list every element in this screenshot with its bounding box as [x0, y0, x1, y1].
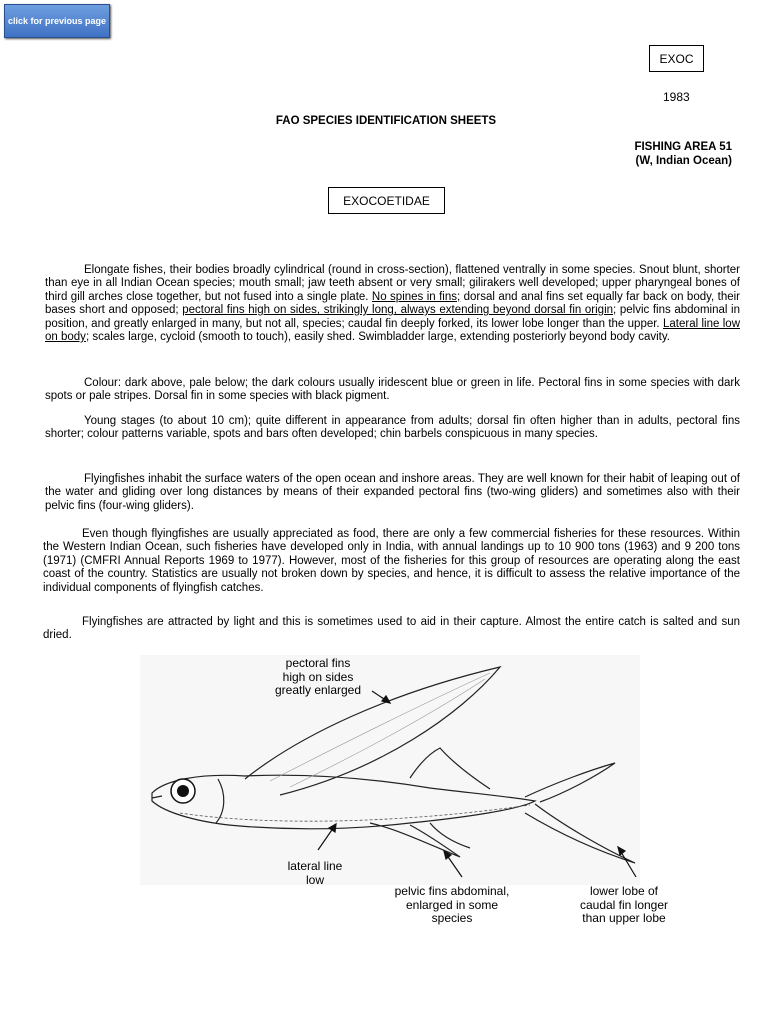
previous-page-button[interactable]: click for previous page: [4, 4, 110, 38]
fishing-area-line1: FISHING AREA 51: [634, 141, 732, 153]
fishing-area-line2: (W, Indian Ocean): [635, 155, 732, 167]
p1-text-e: ; pelvic fins abdominal in position, and greatly enlarged in many, but not all, species; caudal fin deeply forked, its lower lobe longer than the upper.: [45, 304, 740, 330]
label-pelvic-line1: pelvic fins abdominal,: [394, 884, 510, 898]
p5-text: Even though flyingfishes are usually appreciated as food, there are only a few commercial fisheries for these resources. Within the Western Indian Ocean, such fisheries have developed only in India, with annual landings up to 10 900 tons (1963) and 9 200 tons (1971) (CMFRI Annual Reports 1969 to 1977). However, most of the fisheries for this group of resources are operating along the east coast of the country. Statistics are usually not broken down by species, and hence, it is difficult to assess the relative importance of the individual components of flyingfish catches.: [43, 528, 740, 594]
label-caudal-line1: lower lobe of: [589, 884, 659, 898]
p4-text: Flyingfishes inhabit the surface waters of the open ocean and inshore areas. They are well known for their habit of leaping out of the water and gliding over long distances by means of their expanded pectoral fins (two-wing gliders) and sometimes also with their pelvic fins (four-wing gliders).: [45, 473, 740, 512]
fish-pupil: [177, 785, 189, 797]
p1-text-g: ; scales large, cycloid (smooth to touch), easily shed. Swimbladder large, extending posteriorly beyond body cavity.: [85, 331, 670, 344]
label-caudal-line3: than upper lobe: [582, 911, 666, 925]
label-lateral-line1: lateral line: [287, 859, 343, 873]
label-caudal-line2: caudal fin longer: [579, 897, 669, 912]
p1-underlined-f: Lateral line low on body: [45, 317, 740, 344]
family-code: EXOC: [659, 51, 694, 66]
paragraph-description: [45, 264, 740, 344]
p1-text-c: dorsal and anal fins set equally far back on body, their bases short and opposed;: [45, 290, 740, 317]
paragraph-capture: [43, 616, 740, 643]
fishing-area: [634, 140, 732, 168]
p1-underlined-b: No spines in fins;: [371, 290, 461, 303]
p3-text: Young stages (to about 10 cm); quite different in appearance from adults; dorsal fin often higher than in adults, pectoral fins shorter; colour patterns variable, spots and bars often developed; chin barbels conspicuous in many species.: [45, 415, 740, 441]
label-pectoral-line1: pectoral fins: [285, 656, 351, 670]
publication-year: 1983: [663, 90, 690, 104]
label-pectoral-line2: high on sides: [282, 669, 354, 684]
paragraph-fisheries: [43, 528, 740, 595]
family-name: EXOCOETIDAE: [343, 193, 430, 208]
flyingfish-illustration: [140, 655, 640, 885]
label-pelvic-fins: [382, 885, 522, 926]
family-name-box: [328, 187, 445, 214]
label-pectoral-line3: greatly enlarged: [274, 683, 362, 697]
sheet-title: FAO SPECIES IDENTIFICATION SHEETS: [275, 115, 497, 127]
paragraph-habitat: [45, 473, 740, 513]
label-pectoral-fins: [258, 657, 378, 698]
label-lateral-line2: low: [305, 872, 324, 887]
label-caudal-fin: [566, 885, 682, 926]
label-lateral-line: [270, 860, 360, 887]
p2-text: Colour: dark above, pale below; the dark colours usually iridescent blue or green in life. Pectoral fins in some species with dark spots or pale stripes. Dorsal fin in some species with black pigment.: [45, 377, 740, 403]
p6-text: Flyingfishes are attracted by light and this is sometimes used to aid in their capture. Almost the entire catch is salted and sun dried.: [43, 616, 740, 642]
label-pelvic-line2: enlarged in some: [405, 897, 499, 912]
family-code-box: [649, 45, 704, 72]
label-pelvic-line3: species: [431, 911, 473, 925]
paragraph-young-stages: [45, 415, 740, 442]
figure-background: [140, 655, 640, 885]
p1-text-a: Elongate fishes, their bodies broadly cylindrical (round in cross-section), flattened ventrally in some species. Snout blunt, shorter than eye in all Indian Ocean species; mouth small; jaw teeth absent or very small; gilirakers well developed; upper pharyngeal bones of third gill arches close together, but not fused into a single plate.: [45, 264, 740, 303]
paragraph-colour: [45, 377, 740, 404]
p1-underlined-d: pectoral fins high on sides, strikingly long, always extending beyond dorsal fin origin: [182, 304, 614, 317]
